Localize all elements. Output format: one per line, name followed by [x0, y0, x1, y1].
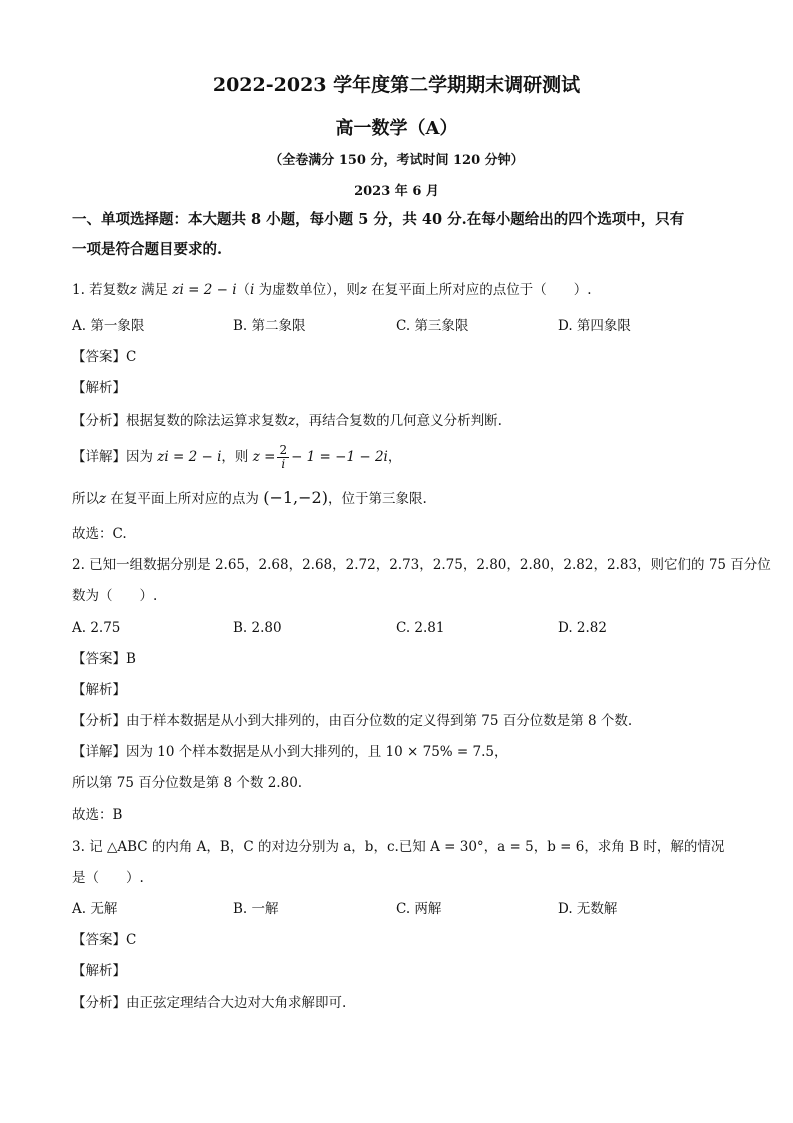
- q1-so-point: (−1,−2): [263, 488, 328, 507]
- q1-detail-end: ，: [387, 449, 402, 465]
- q3-stem-line2: 是（ ）.: [72, 870, 144, 886]
- q1-detail: [72, 440, 732, 474]
- exam-date: 2023 年 6 月: [354, 184, 439, 199]
- q1-option-a: A. 第一象限: [72, 318, 145, 334]
- q1-var-z-2: z: [359, 282, 368, 298]
- exam-info: （全卷满分 150 分，考试时间 120 分钟）: [269, 153, 524, 168]
- q1-fraction-num: 2: [279, 443, 288, 457]
- q2-answer: 【答案】B: [72, 651, 136, 667]
- q1-so-pre: 所以: [72, 491, 99, 507]
- q3-fenxi: 【分析】由正弦定理结合大边对大角求解即可.: [72, 995, 347, 1011]
- q1-var-z: z: [129, 282, 137, 298]
- q1-stem-mid3: 为虚数单位），则: [254, 282, 360, 298]
- q2-option-a: A. 2.75: [72, 620, 121, 636]
- q3-option-d: D. 无数解: [558, 901, 618, 917]
- q1-stem-mid2: （: [236, 282, 251, 298]
- q1-fenxi-tail: ，再结合复数的几何意义分析判断.: [295, 413, 502, 429]
- q1-fraction-den: i: [281, 457, 286, 471]
- q1-equation: zi = 2 − i: [172, 282, 237, 298]
- q1-detail-z: z =: [252, 449, 276, 465]
- q3-option-c: C. 两解: [396, 901, 442, 917]
- q1-fenxi: [72, 411, 732, 431]
- q1-option-c: C. 第三象限: [396, 318, 469, 334]
- q1-answer: 【答案】C: [72, 349, 137, 365]
- q1-stem: [72, 280, 732, 300]
- q1-var-i: i: [250, 282, 255, 298]
- q3-analysis-title: 【解析】: [72, 963, 126, 979]
- exam-title: 2022-2023 学年度第二学期期末调研测试: [212, 74, 581, 96]
- q2-analysis-title: 【解析】: [72, 682, 126, 698]
- q2-option-c: C. 2.81: [396, 620, 445, 636]
- q1-analysis-title: 【解析】: [72, 380, 126, 396]
- q1-option-b: B. 第二象限: [233, 318, 306, 334]
- q2-option-b: B. 2.80: [233, 620, 282, 636]
- q1-stem-mid4: 在复平面上所对应的点位于（ ）.: [367, 282, 592, 298]
- q1-detail-eq1: zi = 2 − i: [157, 449, 222, 465]
- q2-conclusion: 所以第 75 百分位数是第 8 个数 2.80.: [72, 775, 303, 791]
- q2-stem-line2: 数为（ ）.: [72, 588, 158, 604]
- q3-stem-line1: 3. 记 △ABC 的内角 A，B，C 的对边分别为 a，b，c.已知 A = 30°，a = 5，b = 6，求角 B 时，解的情况: [72, 839, 725, 855]
- q1-fraction: [277, 444, 289, 471]
- q1-detail-pre: 【详解】因为: [72, 449, 158, 465]
- q1-so-end: ，位于第三象限.: [327, 491, 427, 507]
- exam-subject: 高一数学（A）: [335, 118, 458, 139]
- section-heading-line1: 一、单项选择题：本大题共 8 小题，每小题 5 分，共 40 分.在每小题给出的四个选项中，只有: [72, 211, 685, 228]
- q1-conclusion: [72, 488, 732, 509]
- q3-option-a: A. 无解: [72, 901, 118, 917]
- q3-option-b: B. 一解: [233, 901, 279, 917]
- q1-so-mid: 在复平面上所对应的点为: [106, 491, 264, 507]
- q1-stem-mid1: 满足: [136, 282, 173, 298]
- q2-fenxi: 【分析】由于样本数据是从小到大排列的，由百分位数的定义得到第 75 百分位数是第 8 个数.: [72, 713, 633, 729]
- q2-option-d: D. 2.82: [558, 620, 607, 636]
- q1-fenxi-var-z: z: [288, 413, 296, 429]
- q2-stem-line1: 2. 已知一组数据分别是 2.65，2.68，2.68，2.72，2.73，2.75，2.80，2.80，2.82，2.83，则它们的 75 百分位: [72, 557, 771, 573]
- q1-fenxi-text: 【分析】根据复数的除法运算求复数: [72, 413, 288, 429]
- q1-stem-pre: 1. 若复数: [72, 282, 130, 298]
- section-heading-line2: 一项是符合题目要求的.: [72, 241, 223, 258]
- q1-option-d: D. 第四象限: [558, 318, 631, 334]
- q3-answer: 【答案】C: [72, 932, 137, 948]
- q2-choose: 故选：B: [72, 807, 123, 823]
- q1-so-var-z: z: [99, 491, 107, 507]
- q1-detail-rest: − 1 = −1 − 2i: [291, 449, 388, 465]
- q1-choose: 故选：C.: [72, 526, 127, 542]
- q1-detail-then: ，则: [221, 449, 253, 465]
- q2-detail: 【详解】因为 10 个样本数据是从小到大排列的，且 10 × 75% = 7.5，: [72, 744, 508, 760]
